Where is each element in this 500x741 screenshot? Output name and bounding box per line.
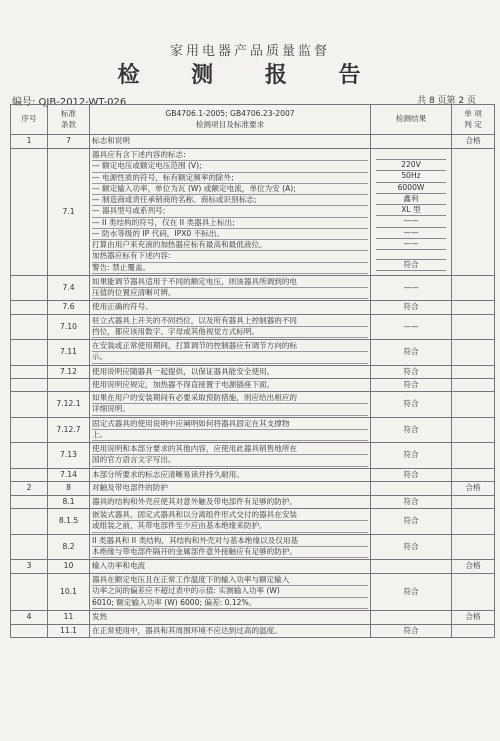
requirement-cell [90, 610, 371, 624]
requirement-line: 本绝缘与带电部件隔开的金属部件意外接触应有足够的防护。 [92, 547, 368, 558]
verdict-cell [452, 365, 495, 378]
result-value [376, 150, 446, 160]
clause-cell: 11 [48, 610, 90, 624]
verdict-cell [452, 378, 495, 391]
result-value: 220V [376, 160, 446, 171]
requirement-line: 如果能调节器具适用于不同的额定电压，则该器具所调到的电 [92, 277, 368, 288]
requirement-cell [90, 314, 371, 340]
seq-cell [11, 417, 48, 443]
result-cell [371, 560, 452, 574]
verdict-cell [452, 574, 495, 611]
clause-cell: 10 [48, 560, 90, 574]
table-row [11, 509, 495, 535]
seq-cell [11, 378, 48, 391]
result-value: 6000W [376, 183, 446, 194]
seq-cell [11, 509, 48, 535]
requirement-line: 使用说明应随器具一起提供，以保证器具能安全使用。 [92, 366, 275, 376]
result-cell: 符合 [371, 443, 452, 469]
report-table [10, 104, 495, 638]
clause-cell: 7.12.1 [48, 392, 90, 418]
requirement-line: 使用说明和本部分要求的其他内容，应使用此器具销售地所在 [92, 444, 368, 455]
requirement-cell [90, 135, 371, 149]
result-value: 鑫利 [376, 194, 446, 205]
verdict-cell: 合格 [452, 560, 495, 574]
requirement-line: 在正常使用中，器具和其周围环境不应达到过高的温度。 [92, 625, 282, 635]
seq-cell [11, 149, 48, 276]
result-cell: 符合 [371, 301, 452, 314]
report-serial: 编号: QJB-2012-WT-026 [12, 97, 127, 108]
clause-cell: 8.2 [48, 534, 90, 560]
requirement-line: 嵌装式器具、固定式器具和以分离组件形式交付的器具在安装 [92, 510, 368, 521]
requirement-line: II 类器具和 II 类结构，其结构和外壳对与基本绝缘以及仅用基 [92, 536, 368, 547]
col-result-header: 检测结果 [371, 105, 452, 135]
verdict-cell [452, 149, 495, 276]
clause-cell: 8 [48, 481, 90, 495]
table-row [11, 378, 495, 391]
seq-cell: 1 [11, 135, 48, 149]
result-cell [371, 135, 452, 149]
result-value: XL 型 [376, 205, 446, 216]
table-row [11, 624, 495, 637]
requirement-line: — 额定电压或额定电压范围 (V); [92, 161, 368, 172]
requirement-line: — 额定输入功率，单位为瓦 (W) 或额定电流，单位为安 (A); [92, 184, 368, 195]
requirement-line: 警告: 禁止覆盖。 [92, 263, 368, 274]
result-cell: 符合 [371, 340, 452, 366]
requirement-line: — 防水等级的 IP 代码，IPX0 不标出。 [92, 229, 368, 240]
clause-cell: 8.1.5 [48, 509, 90, 535]
table-row [11, 392, 495, 418]
requirement-line: 上。 [92, 430, 368, 441]
standard-numbers: GB4706.1-2005; GB4706.23-2007 [165, 109, 295, 119]
result-cell: 符合 [371, 468, 452, 481]
requirement-cell [90, 149, 371, 276]
requirement-cell [90, 509, 371, 535]
verdict-cell [452, 468, 495, 481]
table-row [11, 314, 495, 340]
requirement-cell [90, 495, 371, 508]
requirement-line: 输入功率和电流 [92, 561, 146, 571]
seq-cell [11, 534, 48, 560]
requirement-cell [90, 468, 371, 481]
seq-cell [11, 392, 48, 418]
col-seq-header: 序号 [11, 105, 48, 135]
table-row [11, 534, 495, 560]
requirement-line: — 制造商或责任承销商的名称、商标或识别标志; [92, 195, 368, 206]
result-cell: 符合 [371, 534, 452, 560]
verdict-cell: 合格 [452, 481, 495, 495]
result-cell: 符合 [371, 624, 452, 637]
result-value: 50Hz [376, 171, 446, 182]
requirement-line: 使用说明应规定，加热器不得直接置于电源插座下面。 [92, 379, 275, 389]
result-cell [371, 481, 452, 495]
result-cell: 符合 [371, 365, 452, 378]
result-cell [371, 149, 452, 276]
table-row [11, 443, 495, 469]
table-row [11, 495, 495, 508]
verdict-cell [452, 534, 495, 560]
institute-name: 家用电器产品质量监督 [169, 44, 330, 59]
verdict-cell [452, 275, 495, 301]
result-cell: 符合 [371, 574, 452, 611]
seq-cell: 2 [11, 481, 48, 495]
requirement-cell [90, 417, 371, 443]
requirement-line: 器具的结构和外壳应使其对意外触及带电部件有足够的防护。 [92, 496, 298, 506]
requirement-line: 示。 [92, 352, 368, 363]
requirement-cell [90, 301, 371, 314]
requirement-line: 器具应有含下述内容的标志: [92, 150, 368, 161]
result-cell [371, 610, 452, 624]
clause-cell: 7.11 [48, 340, 90, 366]
table-row [11, 417, 495, 443]
seq-cell [11, 301, 48, 314]
requirement-line: 如果在用户的安装期间有必要采取预防措施，则应给出相应的 [92, 393, 368, 404]
col-requirement-header [90, 105, 371, 135]
result-value: 符合 [376, 260, 446, 271]
requirement-caption: 检测项目及标准要求 [195, 119, 265, 129]
requirement-cell [90, 574, 371, 611]
requirement-line: 打算由用户来充液的加热器应标有最高和最低液位。 [92, 240, 368, 251]
clause-cell: 7.14 [48, 468, 90, 481]
verdict-cell [452, 509, 495, 535]
section-row [11, 135, 495, 149]
verdict-cell: 合格 [452, 135, 495, 149]
clause-cell: 7.12 [48, 365, 90, 378]
table-row [11, 301, 495, 314]
result-cell: 符合 [371, 378, 452, 391]
verdict-cell [452, 624, 495, 637]
table-row [11, 340, 495, 366]
verdict-cell [452, 314, 495, 340]
table-row [11, 574, 495, 611]
result-cell: 符合 [371, 495, 452, 508]
requirement-line: 驻立式器具上开关的不同挡位，以及所有器具上控制器的不同 [92, 316, 368, 327]
table-row [11, 365, 495, 378]
requirement-cell [90, 392, 371, 418]
verdict-cell [452, 301, 495, 314]
requirement-cell [90, 365, 371, 378]
result-cell: 符合 [371, 509, 452, 535]
requirement-line: 功率之间的偏差应不超过表中的示值: 实测输入功率 (W) [92, 586, 368, 597]
seq-cell [11, 314, 48, 340]
clause-cell: 7 [48, 135, 90, 149]
requirement-cell [90, 624, 371, 637]
requirement-line: — 电源性质的符号，标有额定频率的除外; [92, 173, 368, 184]
clause-cell: 7.6 [48, 301, 90, 314]
requirement-line: 器具在额定电压且在正常工作温度下的输入功率与额定输入 [92, 575, 368, 586]
section-row [11, 560, 495, 574]
seq-cell [11, 468, 48, 481]
result-value: —— [376, 228, 446, 239]
requirement-line: 固定式器具的使用说明中应阐明如何将器具固定在其支撑物 [92, 419, 368, 430]
requirement-cell [90, 340, 371, 366]
table-body [11, 135, 495, 638]
requirement-cell [90, 275, 371, 301]
table-row [11, 275, 495, 301]
requirement-line: — II 类结构的符号，仅在 II 类器具上标出; [92, 218, 368, 229]
requirement-line: 本部分所要求的标志应清晰易读并持久耐用。 [92, 469, 244, 479]
seq-cell [11, 340, 48, 366]
requirement-line: 使用正确的符号。 [92, 302, 153, 312]
clause-cell: 7.4 [48, 275, 90, 301]
requirement-line: 对触及带电部件的防护 [92, 483, 168, 493]
requirement-line: 加热器应标有下述内容: [92, 251, 368, 262]
requirement-line: 挡位，都应该用数字、字母或其他视觉方式标明。 [92, 327, 368, 338]
clause-cell [48, 378, 90, 391]
verdict-cell [452, 417, 495, 443]
col-clause-header: 标准 条款 [48, 105, 90, 135]
clause-cell: 10.1 [48, 574, 90, 611]
requirement-cell [90, 534, 371, 560]
seq-cell [11, 365, 48, 378]
verdict-cell [452, 443, 495, 469]
col-verdict-header: 单 项 判 定 [452, 105, 495, 135]
report-title: 检 测 报 告 [117, 63, 383, 88]
result-cell: —— [371, 314, 452, 340]
requirement-line: — 器具型号或系列号; [92, 206, 368, 217]
verdict-cell: 合格 [452, 610, 495, 624]
result-value [376, 250, 446, 260]
verdict-cell [452, 340, 495, 366]
seq-cell: 4 [11, 610, 48, 624]
page-info: 共 8 页第 2 页 [417, 96, 476, 106]
result-value: —— [376, 239, 446, 250]
result-cell: —— [371, 275, 452, 301]
seq-cell: 3 [11, 560, 48, 574]
seq-cell [11, 624, 48, 637]
requirement-line: 详细说明。 [92, 404, 368, 415]
requirement-cell [90, 378, 371, 391]
requirement-line: 标志和说明 [92, 136, 130, 146]
table-row [11, 149, 495, 276]
clause-cell: 11.1 [48, 624, 90, 637]
requirement-line: 或组装之前，其带电部件至少应由基本绝缘来防护。 [92, 521, 368, 532]
seq-cell [11, 275, 48, 301]
clause-cell: 8.1 [48, 495, 90, 508]
seq-cell [11, 495, 48, 508]
clause-cell: 7.1 [48, 149, 90, 276]
requirement-cell [90, 560, 371, 574]
seq-cell [11, 443, 48, 469]
verdict-cell [452, 495, 495, 508]
result-value: —— [376, 216, 446, 227]
clause-cell: 7.13 [48, 443, 90, 469]
requirement-line: 发热 [92, 612, 108, 622]
section-row [11, 610, 495, 624]
section-row [11, 481, 495, 495]
result-cell: 符合 [371, 417, 452, 443]
table-row [11, 468, 495, 481]
verdict-cell [452, 392, 495, 418]
requirement-line: 国的官方语言文字写出。 [92, 455, 368, 466]
requirement-cell [90, 481, 371, 495]
requirement-line: 6010; 额定输入功率 (W) 6000; 偏差: 0.12%。 [92, 598, 368, 609]
requirement-cell [90, 443, 371, 469]
seq-cell [11, 574, 48, 611]
requirement-line: 压值的位置应清晰可辨。 [92, 288, 368, 299]
requirement-line: 在安装或正常使用期间，打算调节的控制器应有调节方向的标 [92, 341, 368, 352]
result-cell: 符合 [371, 392, 452, 418]
clause-cell: 7.12.7 [48, 417, 90, 443]
clause-cell: 7.10 [48, 314, 90, 340]
